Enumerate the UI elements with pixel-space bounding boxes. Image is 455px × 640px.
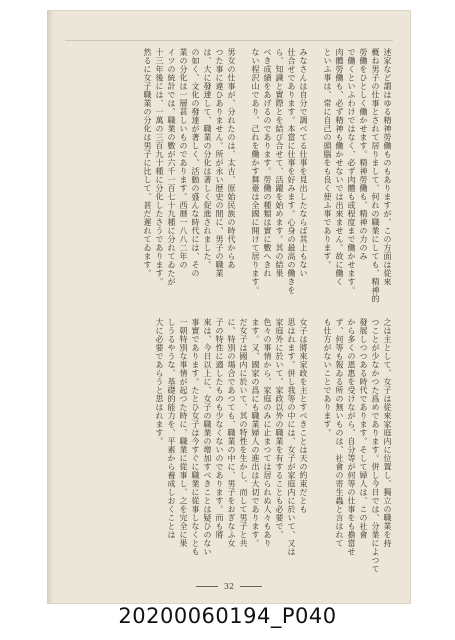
- text-column: みなさんは自分で調べてる仕事を見出したならば其上もない: [299, 48, 308, 278]
- text-column: 來は、今日以上に、女子の職業の增加すべきことは疑ひのない: [203, 318, 212, 556]
- text-column: 家庭外に於いて、家政以外の職業を有することも必要で、: [275, 318, 284, 539]
- text-column: 色々の事情から、家庭のみに止まつては居られぬ人々もあり: [263, 318, 272, 548]
- text-column: 勞働をひとしく働かせます。精神勞働も、精神の力のみ: [359, 48, 368, 261]
- text-column: [310, 318, 321, 573]
- text-band-top: [65, 48, 393, 313]
- text-column: の如く、文化の發達が著しく、活動の盛んな時代には、その: [191, 48, 200, 278]
- text-column: しうるやうな、基礎的能力を、平素から養成しおくことは: [167, 318, 176, 539]
- text-column: ら、知識と實際とを結び合せて、活躍を始めます。其の結果: [275, 48, 284, 278]
- footer-dash-right: [240, 586, 262, 587]
- page-footer: [47, 582, 411, 591]
- book-page: [47, 10, 411, 604]
- text-column: も仕方がないことであります。: [323, 318, 332, 437]
- text-column: イツの統計では、職業の數が六千一百七十九種に分れてゐたが: [167, 48, 176, 286]
- text-column: といふ事は、常に自己の頭腦をも良く使ふ事であります。: [323, 48, 332, 269]
- text-column: [310, 48, 321, 313]
- text-column: ず、何等も報ゐる所の無いものは、社會の寄生蟲と言はれて: [335, 318, 344, 548]
- text-column: ない程沢山であり、己れを働かす舞臺は全國に開けて居ります。: [251, 48, 260, 295]
- text-column: 概ね男子の仕事とされて居りまして、何れの職業にしても、精神的: [371, 48, 380, 303]
- text-column: 業の分化は一層甚しいものであります。西暦一八八二年の: [179, 48, 188, 269]
- text-column: 然るに女子職業の分化は男子に比して、甚だ遲れてゐます。: [143, 48, 152, 278]
- text-column: 一朝特別な事情が起つた時に、職業に從事し、之を完全に果: [179, 318, 188, 548]
- text-column: [238, 48, 249, 313]
- text-column: 事實であります。たとひ女子は今すぐに職業に從事しなくとも: [191, 318, 200, 556]
- text-column: に、特別の場合であつても、職業の中に、男子をおぎなふ女: [227, 318, 236, 548]
- text-column: 思はれます。併し我等の中には、女子が家庭内に於いて、又は: [287, 318, 296, 556]
- text-column: 之は主として、女子は從來家庭内に位置し、獨立の職業を持: [383, 318, 392, 548]
- page-number: 32: [223, 582, 235, 591]
- text-column: 大に必要であらうと思はれます。: [155, 318, 164, 446]
- text-column: 發展しつつある時代であります。そして婦人は、この社會: [359, 318, 368, 539]
- image-caption: 20200060194_P040: [118, 604, 337, 628]
- text-column: 男女の仕事が、分れたのは、太古、原始民族の時代からあ: [227, 48, 236, 269]
- top-rule: [65, 40, 393, 41]
- text-column: つた事に違ひありません。所が永い歴史の間に、男子の職業: [215, 48, 224, 278]
- text-column: 子の特性に適したものも少なくないのであります。而も將: [215, 318, 224, 539]
- text-column: 仕合せであります。本當に仕事を好みます。心身の最高の働きを: [287, 48, 296, 295]
- spine-shadow: [47, 10, 53, 604]
- text-column: 述家など謂はゆる精神勞働ものもありますが、この方面は從來: [383, 48, 392, 286]
- text-column: で働くといふわけではなく、必ず肉體も或程度まで働かせます。: [347, 48, 356, 295]
- text-column: 十三年後には、一萬の三百九十種に分化したさうであります。: [155, 48, 164, 286]
- text-column: つことが少なかつた爲めであります。併し今日では、分業によつて: [371, 318, 380, 573]
- text-column: べき成績をあげるのであります。勞働の種類は實に數へきれ: [263, 48, 272, 278]
- text-band-bottom: [65, 318, 393, 573]
- text-column: 女子は將來家政を主とすべきことは天の約束だとも: [299, 318, 308, 514]
- text-column: から多くの恩惠を受けながら、自分等が何等の仕事をも擔當せ: [347, 318, 356, 556]
- text-column: ます。又、國家の爲にも職業婦人の進出は大切であります。: [251, 318, 260, 548]
- text-column: は、大に發達して、職業の分化は著しく促進されました。: [203, 48, 212, 269]
- footer-dash-left: [196, 586, 218, 587]
- text-column: 肉體勞働も、必ず精神も働かせないでは出來ません。故に働く: [335, 48, 344, 286]
- text-column: だ女子は國内に於いて、其の特性を生かし、而して男子と共: [239, 318, 248, 548]
